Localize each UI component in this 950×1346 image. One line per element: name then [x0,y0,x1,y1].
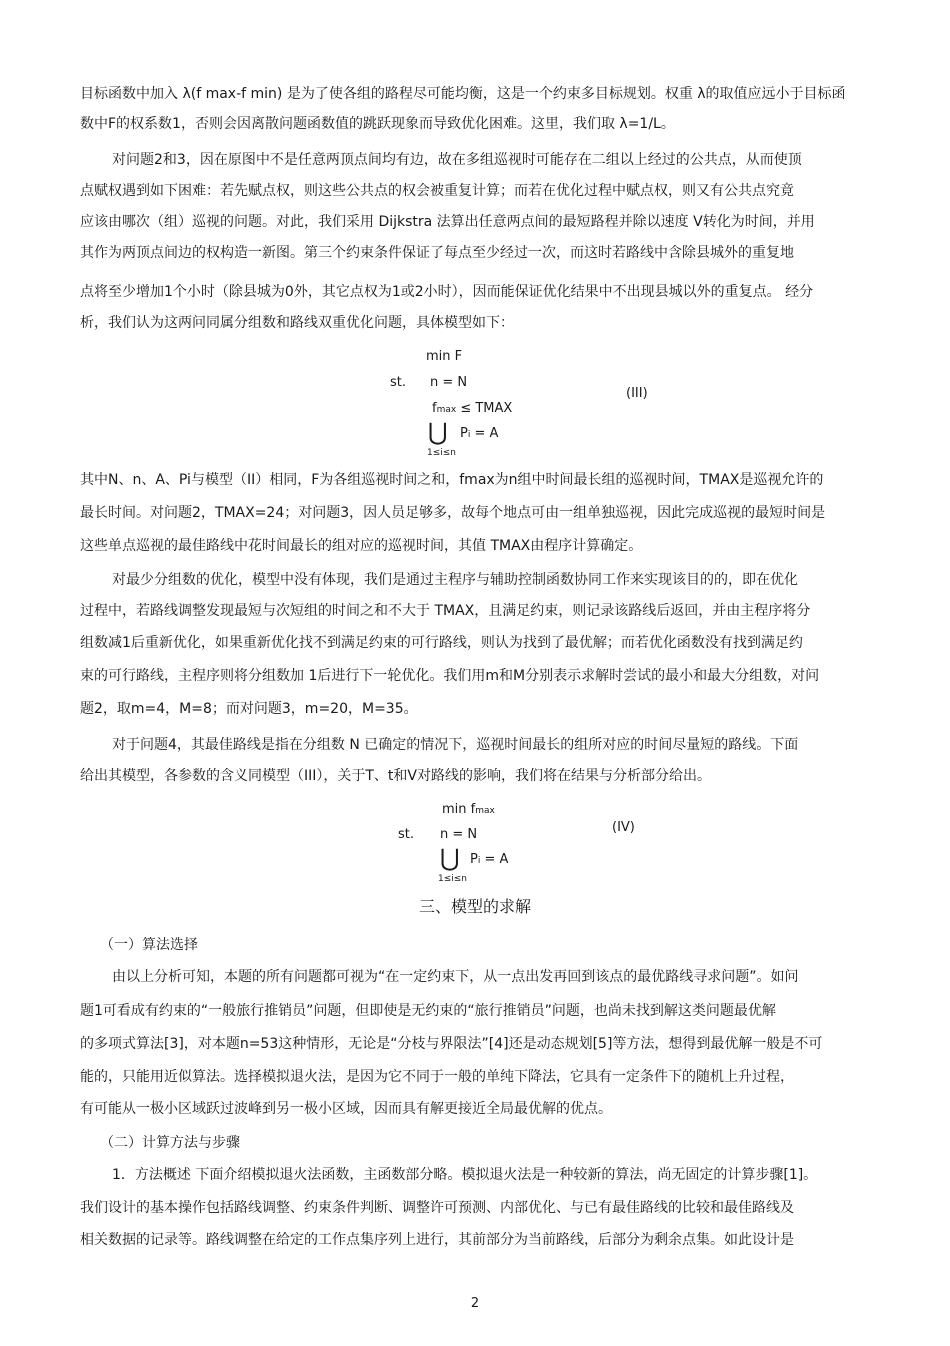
sub2-line1: 1．方法概述 下面介绍模拟退火法函数，主函数部分略。模拟退火法是一种较新的算法，尚无固定的计算步骤[1]。 [112,1167,818,1183]
sub2-line3: 相关数据的记录等。路线调整在给定的工作点集序列上进行，其前部分为当前路线，后部分为剩余点集。如此设计是 [80,1232,794,1248]
model3-union-symbol: ⋃ [428,418,448,446]
para3-line2: 最长时间。对问题2，TMAX=24；对问题3，因人员足够多，故每个地点可由一组单独巡视，因此完成巡视的最短时间是 [80,505,826,521]
para2-line5: 点将至少增加1个小时（除县城为0外，其它点权为1或2小时），因而能保证优化结果中不出现县城以外的重复点。 经分 [80,284,814,300]
para5-line1: 对于问题4，其最佳路线是指在分组数 N 已确定的情况下，巡视时间最长的组所对应的时间尽量短的路线。下面 [112,737,799,753]
subsection2-heading: （二）计算方法与步骤 [100,1135,240,1151]
sub1-line1: 由以上分析可知，本题的所有问题都可视为“在一定约束下，从一点出发再回到该点的最优路线寻求问题”。如问 [112,969,799,985]
model4-label: (IV) [612,820,635,835]
model4-union-symbol: ⋃ [440,844,460,872]
model3-constraint2: fmax ≤ TMAX [432,401,513,416]
para4-line4: 束的可行路线，主程序则将分组数加 1后进行下一轮优化。我们用m和M分别表示求解时尝试的最小和最大分组数，对问 [80,668,820,684]
model3-constraint3: Pi = A [460,426,499,441]
model4-constraint2: Pi = A [470,852,509,867]
sub2-line2: 我们设计的基本操作包括路线调整、约束条件判断、调整许可预测、内部优化、与已有最佳路线的比较和最佳路线及 [80,1200,794,1216]
para4-line1: 对最少分组数的优化，模型中没有体现，我们是通过主程序与辅助控制函数协同工作来实现该目的的，即在优化 [112,572,798,588]
sub1-line4: 能的，只能用近似算法。选择模拟退火法，是因为它不同于一般的单纯下降法，它具有一定条件下的随机上升过程， [80,1069,794,1085]
para1-line1: 目标函数中加入 λ(f max-f min) 是为了使各组的路程尽可能均衡，这是一个约束多目标规划。权重 λ的取值应远小于目标函 [80,86,846,102]
model4-union-range: 1≤i≤n [438,874,468,884]
model3-st: st. [390,375,407,390]
para2-line1: 对问题2和3，因在原图中不是任意两顶点间均有边，故在多组巡视时可能存在二组以上经过的公共点，从而使顶 [112,152,802,168]
model4-objective: min fmax [442,802,495,817]
model3-label: (III) [626,386,648,401]
sub1-line2: 题1可看成有约束的“一般旅行推销员”问题，但即使是无约束的“旅行推销员”问题，也尚未找到解这类问题最优解 [80,1003,776,1019]
model3-objective: min F [426,349,463,364]
para4-line5: 题2，取m=4，M=8；而对问题3，m=20，M=35。 [80,701,418,717]
section-title: 三、模型的求解 [418,897,531,916]
model4-st: st. [398,827,415,842]
para3-line3: 这些单点巡视的最佳路线中花时间最长的组对应的巡视时间，其值 TMAX由程序计算确定。 [80,538,643,554]
para1-line2: 数中F的权系数1，否则会因离散问题函数值的跳跃现象而导致优化困难。这里，我们取 λ=1/L。 [80,116,675,132]
para2-line4: 其作为两顶点间边的权构造一新图。第三个约束条件保证了每点至少经过一次，而这时若路线中含除县城外的重复地 [80,245,794,261]
para2-line6: 析，我们认为这两问同属分组数和路线双重优化问题，具体模型如下： [80,315,514,331]
model4-constraint1: n = N [440,827,478,842]
sub1-line3: 的多项式算法[3]，对本题n=53这种情形，无论是“分枝与界限法”[4]还是动态规划[5]等方法，想得到最优解一般是不可 [80,1036,823,1052]
para4-line3: 组数减1后重新优化，如果重新优化找不到满足约束的可行路线，则认为找到了最优解；而若优化函数没有找到满足约 [80,635,803,651]
model3-union-range: 1≤i≤n [427,448,457,458]
sub1-line5: 有可能从一极小区域跃过波峰到另一极小区域，因而具有解更接近全局最优解的优点。 [80,1101,612,1117]
subsection1-heading: （一）算法选择 [100,937,198,953]
model3-constraint1: n = N [430,375,468,390]
para2-line3: 应该由哪次（组）巡视的问题。对此，我们采用 Dijkstra 法算出任意两点间的最短路程并除以速度 V转化为时间，并用 [80,214,815,230]
page-number: 2 [470,1296,480,1311]
para5-line2: 给出其模型，各参数的含义同模型（III），关于T、t和V对路线的影响，我们将在结果与分析部分给出。 [80,768,712,784]
para4-line2: 过程中，若路线调整发现最短与次短组的时间之和不大于 TMAX，且满足约束，则记录该路线后返回，并由主程序将分 [80,603,811,619]
para2-line2: 点赋权遇到如下困难：若先赋点权，则这些公共点的权会被重复计算；而若在优化过程中赋点权，则又有公共点究竟 [80,183,794,199]
para3-line1: 其中N、n、A、Pi与模型（II）相同，F为各组巡视时间之和，fmax为n组中时间最长组的巡视时间，TMAX是巡视允许的 [80,472,824,488]
